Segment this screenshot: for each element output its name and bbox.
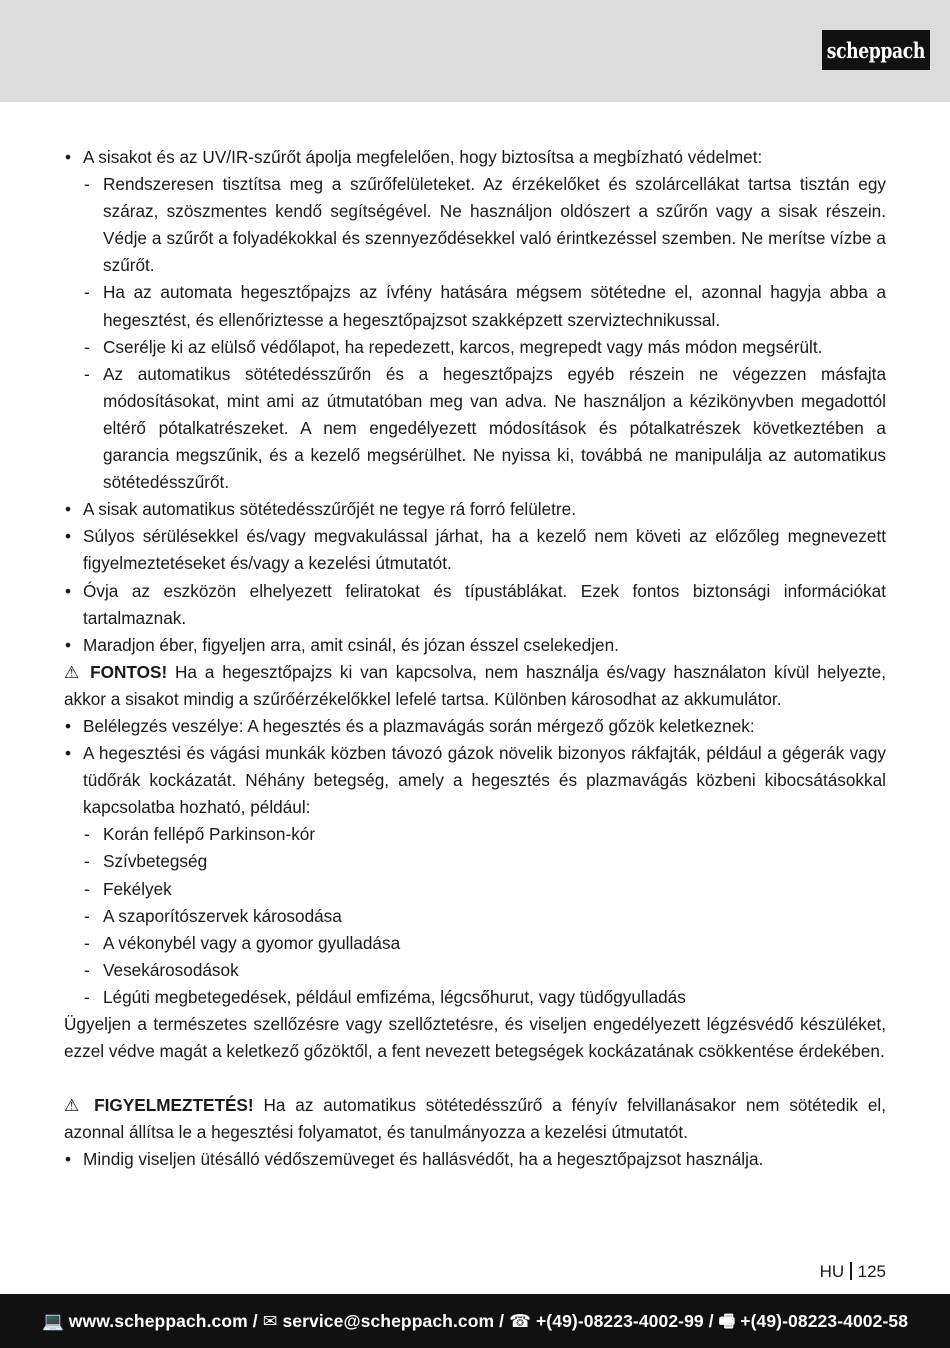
important-notice: ⚠ FONTOS! Ha a hegesztőpajzs ki van kapcsolva, nem használja és/vagy használaton kívül helyezte, akkor a sisakot mindig a szűrőérzékelőkkel lefelé tartsa. Különben károsodhat az akkumulátor. xyxy=(64,661,886,709)
bullet-icon: • xyxy=(65,147,72,167)
divider xyxy=(850,1262,852,1280)
phone-icon: ☎ xyxy=(509,1311,532,1331)
dash-icon: - xyxy=(84,336,90,357)
warning-triangle-icon: ⚠ xyxy=(64,662,83,682)
dash-icon: - xyxy=(84,174,90,195)
footer-email[interactable]: service@scheppach.com xyxy=(282,1311,495,1331)
disease-item: - Szívbetegség xyxy=(64,848,886,875)
dash-icon: - xyxy=(84,959,90,980)
dash-icon: - xyxy=(84,282,90,303)
bullet-icon: • xyxy=(65,634,72,655)
footer-fax: +(49)-08223-4002-58 xyxy=(740,1311,909,1331)
bullet-icon: • xyxy=(65,1149,72,1170)
list-item: - Ha az automata hegesztőpajzs az ívfény hatására mégsem sötétedne el, azonnal hagyja abba a hegesztést, és ellenőriztesse a hegesztőpajzsot szakképzett szerviztechnikussal. xyxy=(64,279,886,333)
dash-icon: - xyxy=(84,932,90,953)
list-item: • A sisakot és az UV/IR-szűrőt ápolja megfelelően, hogy biztosítsa a megbízható védelmet: xyxy=(64,144,886,171)
list-item: • Belélegzés veszélye: A hegesztés és a plazmavágás során mérgező gőzök keletkeznek: xyxy=(64,713,886,740)
disease-item: - Vesekárosodások xyxy=(64,957,886,984)
page-footer: 💻 www.scheppach.com / ✉ service@scheppach.com / ☎ +(49)-08223-4002-99 / 🖷 +(49)-08223-4002-58 xyxy=(0,1294,950,1348)
list-item: • A hegesztési és vágási munkák közben távozó gázok növelik bizonyos rákfajták, például a gégerák vagy tüdőrák kockázatát. Néhány betegség, amely a hegesztés és plazmavágás közbeni kibocsátásokkal kapcsolatba hozható, például: xyxy=(64,740,886,821)
list-item: • Súlyos sérülésekkel és/vagy megvakulással járhat, ha a kezelő nem követi az előzőleg megnevezett figyelmeztetéseket és/vagy a kezelési útmutatót. xyxy=(64,523,886,577)
warning-label: FIGYELMEZTETÉS! xyxy=(94,1095,254,1116)
dash-icon: - xyxy=(84,905,90,926)
disease-item: - Korán fellépő Parkinson-kór xyxy=(64,821,886,848)
list-item: • Maradjon éber, figyeljen arra, amit csinál, és józan ésszel cselekedjen. xyxy=(64,632,886,659)
list-item: • Mindig viseljen ütésálló védőszemüveget és hallásvédőt, ha a hegesztőpajzsot használja. xyxy=(64,1146,886,1173)
bullet-icon: • xyxy=(65,715,72,736)
list-item: - Az automatikus sötétedésszűrőn és a hegesztőpajzs egyéb részein ne végezzen másfajta módosításokat, mint ami az útmutatóban meg van adva. Ne használjon a kézikönyvben megadottól eltérő pótalkatrészeket. A nem engedélyezett módosítások és pótalkatrészek következtében a garancia megszűnik, és a kezelő megsérülhet. Ne nyissa ki, továbbá ne manipulálja az automatikus sötétedésszűrőt. xyxy=(64,361,886,496)
bullet-icon: • xyxy=(65,743,72,764)
dash-icon: - xyxy=(84,986,90,1007)
list-item: - Cserélje ki az elülső védőlapot, ha repedezett, karcos, megrepedt vagy más módon megsérült. xyxy=(64,334,886,361)
footer-phone: +(49)-08223-4002-99 xyxy=(535,1311,704,1331)
fax-icon: 🖷 xyxy=(718,1311,736,1331)
disease-item: - Fekélyek xyxy=(64,876,886,903)
bullet-icon: • xyxy=(65,526,72,547)
list-item: - Rendszeresen tisztítsa meg a szűrőfelületeket. Az érzékelőket és szolárcellákat tartsa tisztán egy száraz, szöszmentes kendő segítségével. Ne használjon oldószert a szűrőn vagy a sisak részein. Védje a szűrőt a folyadékokkal és szennyeződésekkel való érintkezéssel szemben. Ne merítse vízbe a szűrőt. xyxy=(64,171,886,279)
brand-logo: scheppach xyxy=(822,30,930,70)
page-header xyxy=(0,0,950,102)
disease-item: - A szaporítószervek károsodása xyxy=(64,903,886,930)
disease-item: - Légúti megbetegedések, például emfizéma, légcsőhurut, vagy tüdőgyulladás xyxy=(64,984,886,1011)
disease-item: - A vékonybél vagy a gyomor gyulladása xyxy=(64,930,886,957)
bullet-icon: • xyxy=(65,580,72,601)
bullet-icon: • xyxy=(65,499,72,520)
dash-icon: - xyxy=(84,851,90,872)
envelope-icon: ✉ xyxy=(262,1311,278,1331)
paragraph: Ügyeljen a természetes szellőzésre vagy szellőztetésre, és viseljen engedélyezett légzésvédő készüléket, ezzel védve magát a keletkező gőzöktől, a fent nevezett betegségek kockázatának csökkentése érdekében. xyxy=(64,1014,886,1062)
computer-icon: 💻 xyxy=(41,1311,64,1331)
footer-website[interactable]: www.scheppach.com xyxy=(68,1311,248,1331)
document-body xyxy=(64,144,886,1173)
dash-icon: - xyxy=(84,878,90,899)
dash-icon: - xyxy=(84,824,90,845)
important-label: FONTOS! xyxy=(90,661,168,682)
warning-notice: ⚠ FIGYELMEZTETÉS! Ha az automatikus sötétedésszűrő a fényív felvillanásakor nem sötétedik el, azonnal állítsa le a hegesztési folyamatot, és tanulmányozza a kezelési útmutatót. xyxy=(64,1095,887,1143)
warning-triangle-icon: ⚠ xyxy=(64,1096,85,1116)
page-number: HU 125 xyxy=(819,1262,886,1281)
dash-icon: - xyxy=(84,363,90,384)
list-item: • A sisak automatikus sötétedésszűrőjét ne tegye rá forró felületre. xyxy=(64,496,886,523)
list-item: • Óvja az eszközön elhelyezett feliratokat és típustáblákat. Ezek fontos biztonsági információkat tartalmaznak. xyxy=(64,578,886,632)
